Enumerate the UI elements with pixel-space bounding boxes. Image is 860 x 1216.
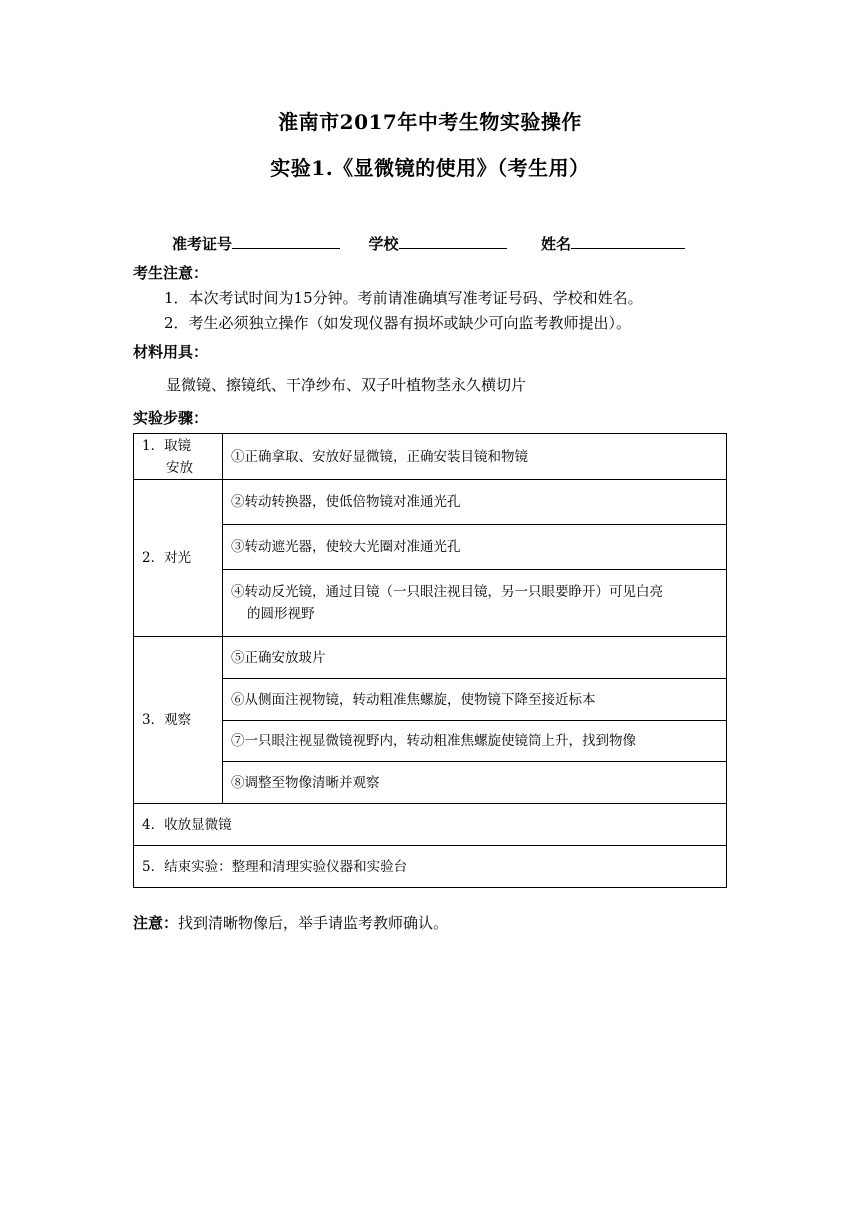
exam-id-label: 准考证号 [172, 235, 233, 253]
final-note [133, 912, 448, 933]
step-item: ⑥从侧面注视物镜，转动粗准焦螺旋，使物镜下降至接近标本 [223, 679, 727, 721]
exam-id-blank[interactable] [232, 234, 340, 249]
steps-heading: 实验步骤： [133, 409, 209, 427]
table-row [134, 679, 727, 721]
materials-heading: 材料用具： [133, 343, 209, 361]
step-item: ⑤正确安放玻片 [223, 637, 727, 679]
table-row [134, 762, 727, 804]
name-blank[interactable] [571, 234, 685, 249]
table-row [134, 434, 727, 480]
step-item: ④转动反光镜，通过目镜（一只眼注视目镜，另一只眼要睁开）可见白亮 的圆形视野 [223, 570, 727, 637]
candidate-info-line [172, 233, 685, 254]
step-category: 3．观察 [134, 637, 223, 804]
step-item: ②转动转换器，使低倍物镜对准通光孔 [223, 480, 727, 525]
step-item: 4．收放显微镜 [134, 804, 727, 846]
table-row [134, 480, 727, 525]
step-category: 1．取镜 安放 [134, 434, 223, 480]
final-note-text: 找到清晰物像后，举手请监考教师确认。 [178, 914, 449, 932]
table-row [134, 570, 727, 637]
table-row [134, 721, 727, 762]
step-category: 2．对光 [134, 480, 223, 637]
final-note-label: 注意： [133, 914, 179, 932]
name-label: 姓名 [540, 235, 571, 253]
table-row [134, 846, 727, 888]
step-item: 5．结束实验：整理和清理实验仪器和实验台 [134, 846, 727, 888]
notice-heading: 考生注意： [133, 264, 209, 282]
table-row [134, 525, 727, 570]
step-item: ⑧调整至物像清晰并观察 [223, 762, 727, 804]
step-item: ③转动遮光器，使较大光圈对准通光孔 [223, 525, 727, 570]
table-row [134, 804, 727, 846]
school-blank[interactable] [399, 234, 507, 249]
steps-table [133, 433, 727, 888]
school-label: 学校 [368, 235, 399, 253]
document-subtitle: 实验1.《显微镜的使用》（考生用） [270, 156, 590, 180]
materials-text: 显微镜、擦镜纸、干净纱布、双子叶植物茎永久横切片 [166, 376, 527, 394]
notice-item: 1．本次考试时间为15分钟。考前请准确填写准考证号码、学校和姓名。 [164, 289, 643, 307]
step-item: ⑦一只眼注视显微镜视野内，转动粗准焦螺旋使镜筒上升，找到物像 [223, 721, 727, 762]
document-title: 淮南市2017年中考生物实验操作 [278, 110, 582, 134]
table-row [134, 637, 727, 679]
step-item: ①正确拿取、安放好显微镜，正确安装目镜和物镜 [223, 434, 727, 480]
notice-item: 2．考生必须独立操作（如发现仪器有损坏或缺少可向监考教师提出）。 [164, 314, 632, 332]
